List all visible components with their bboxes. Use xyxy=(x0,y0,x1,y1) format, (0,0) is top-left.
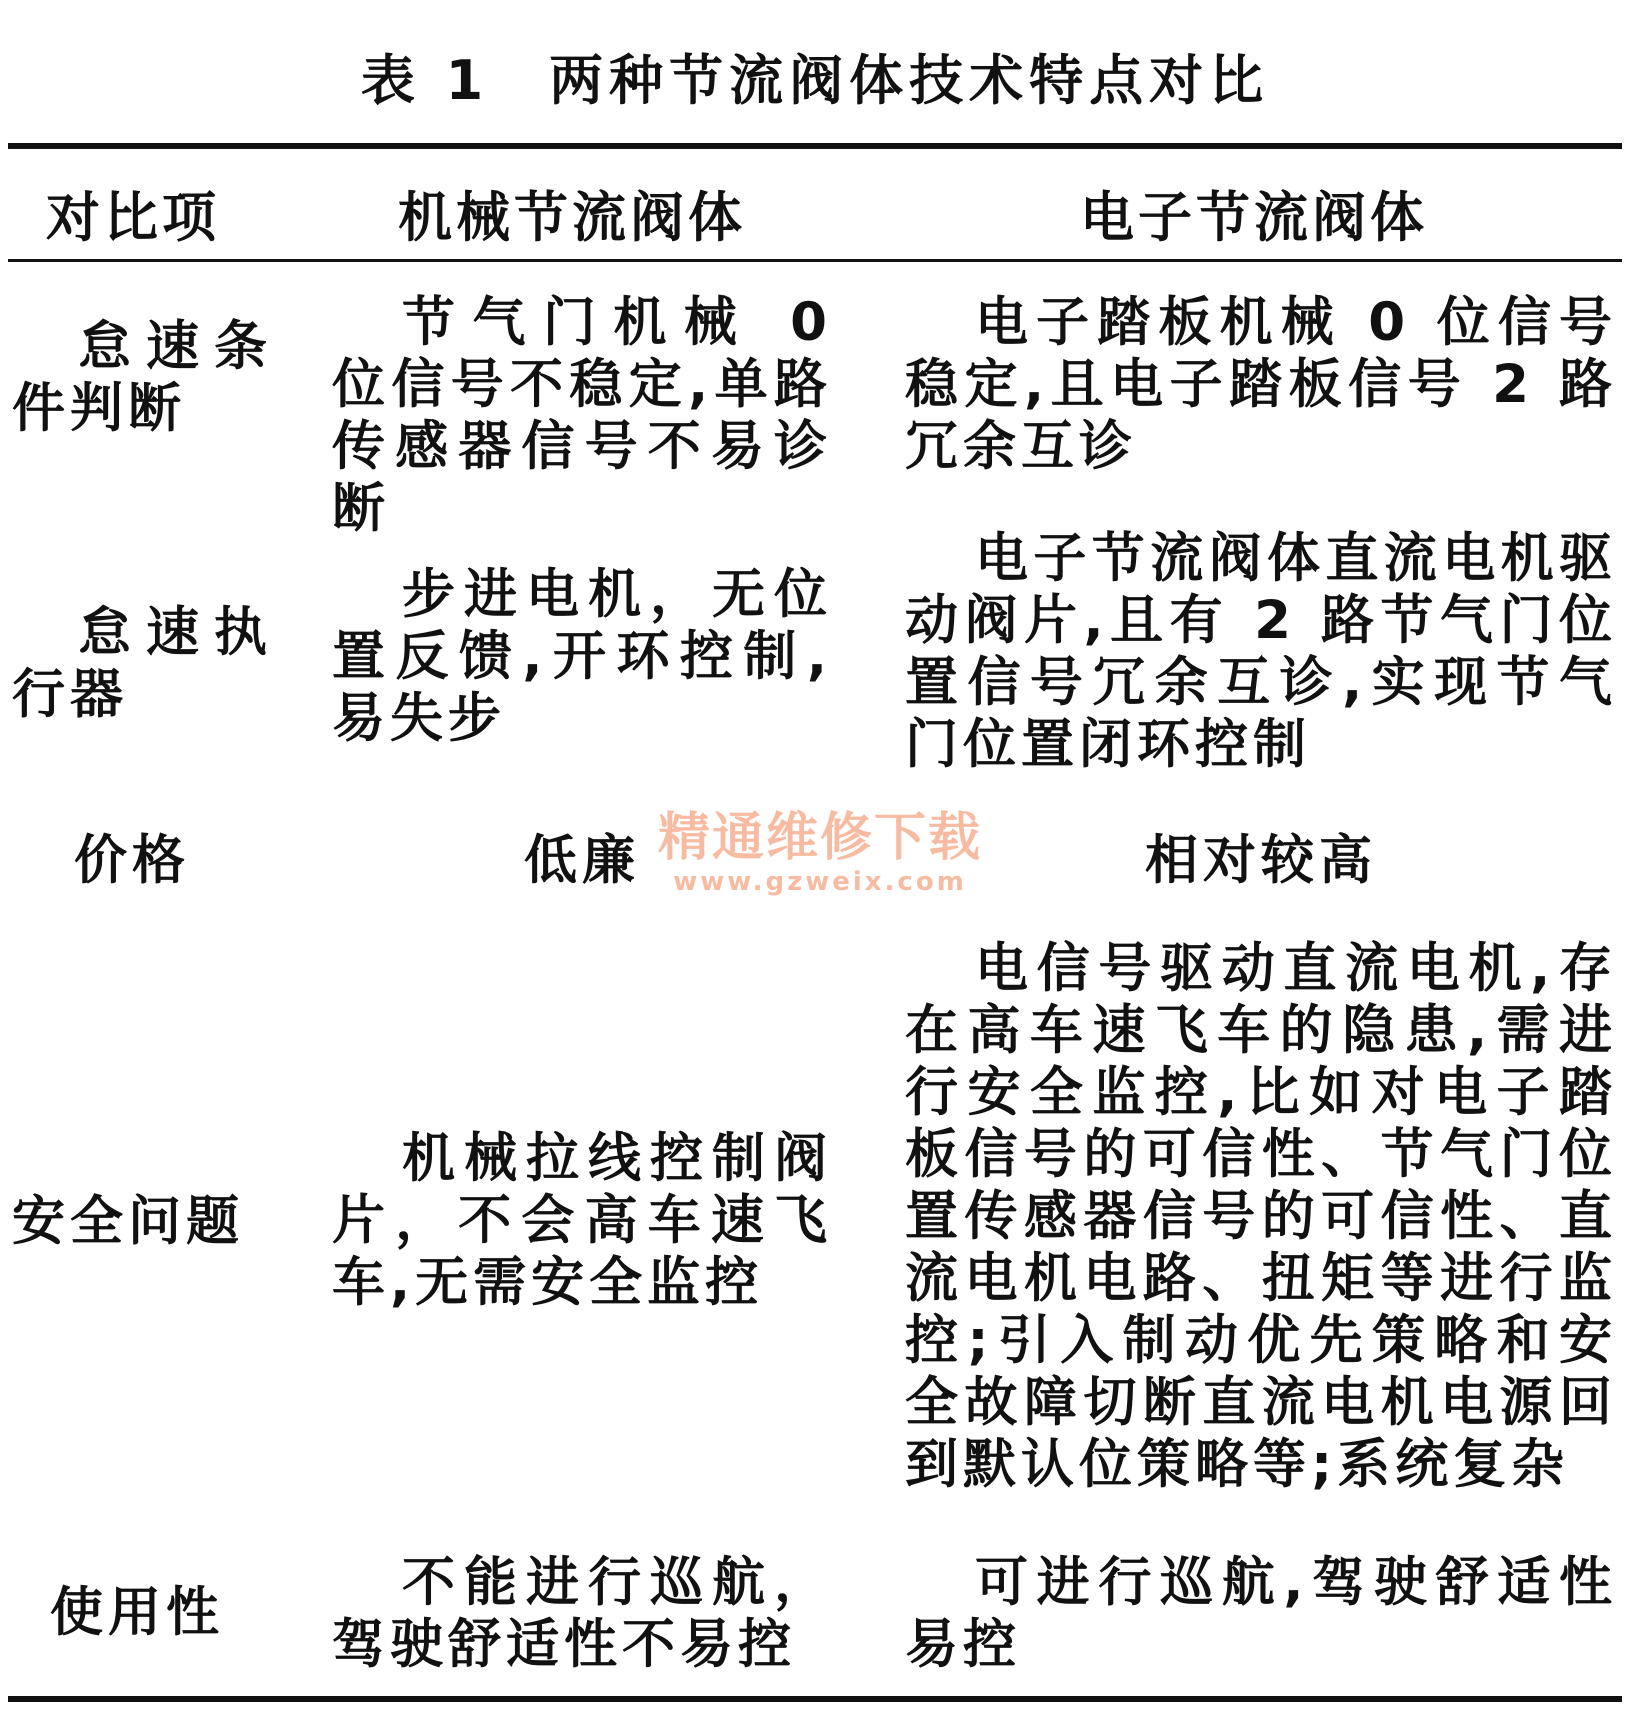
row-mechanical-cell: 节气门机械 0 位信号不稳定,单路传感器信号不易诊断 xyxy=(332,292,832,539)
row-electronic-cell: 电子节流阀体直流电机驱动阀片,且有 2 路节气门位置信号冗余互诊,实现节气门位置闭环控制 xyxy=(905,528,1617,775)
row-mechanical-cell: 步进电机，无位置反馈,开环控制,易失步 xyxy=(332,564,832,749)
row-item-cell: 怠速条件判断 xyxy=(12,316,272,439)
table-caption: 表 1 两种节流阀体技术特点对比 xyxy=(360,49,1270,112)
watermark-url: www.gzweix.com xyxy=(673,867,967,897)
row-mechanical-cell: 低廉 xyxy=(524,830,640,891)
row-mechanical-cell: 不能进行巡航，驾驶舒适性不易控 xyxy=(332,1552,832,1675)
header-comparison-item: 对比项 xyxy=(46,186,220,249)
row-electronic-cell: 相对较高 xyxy=(1145,830,1377,891)
table-top-rule xyxy=(8,143,1622,149)
table-header-row xyxy=(0,175,1630,249)
row-electronic-cell: 可进行巡航,驾驶舒适性易控 xyxy=(905,1552,1617,1675)
row-item-cell: 使用性 xyxy=(50,1582,224,1643)
header-electronic-throttle: 电子节流阀体 xyxy=(1080,186,1428,249)
watermark-text: 精通维修下载 xyxy=(657,808,982,868)
row-item-cell: 安全问题 xyxy=(12,1191,244,1252)
row-electronic-cell: 电子踏板机械 0 位信号稳定,且电子踏板信号 2 路冗余互诊 xyxy=(905,292,1617,477)
row-item-cell: 价格 xyxy=(74,830,190,891)
row-electronic-cell: 电信号驱动直流电机,存在高车速飞车的隐患,需进行安全监控,比如对电子踏板信号的可信性、节气门位置传感器信号的可信性、直流电机电路、扭矩等进行监控;引入制动优先策略和安全故障切断直流电机电源回到默认位策略等;系统复杂 xyxy=(905,938,1617,1495)
header-mechanical-throttle: 机械节流阀体 xyxy=(398,186,746,249)
row-item-cell: 怠速执行器 xyxy=(12,602,272,725)
row-mechanical-cell: 机械拉线控制阀片，不会高车速飞车,无需安全监控 xyxy=(332,1128,832,1313)
table-bottom-rule xyxy=(8,1696,1622,1702)
table-header-rule xyxy=(8,259,1622,262)
